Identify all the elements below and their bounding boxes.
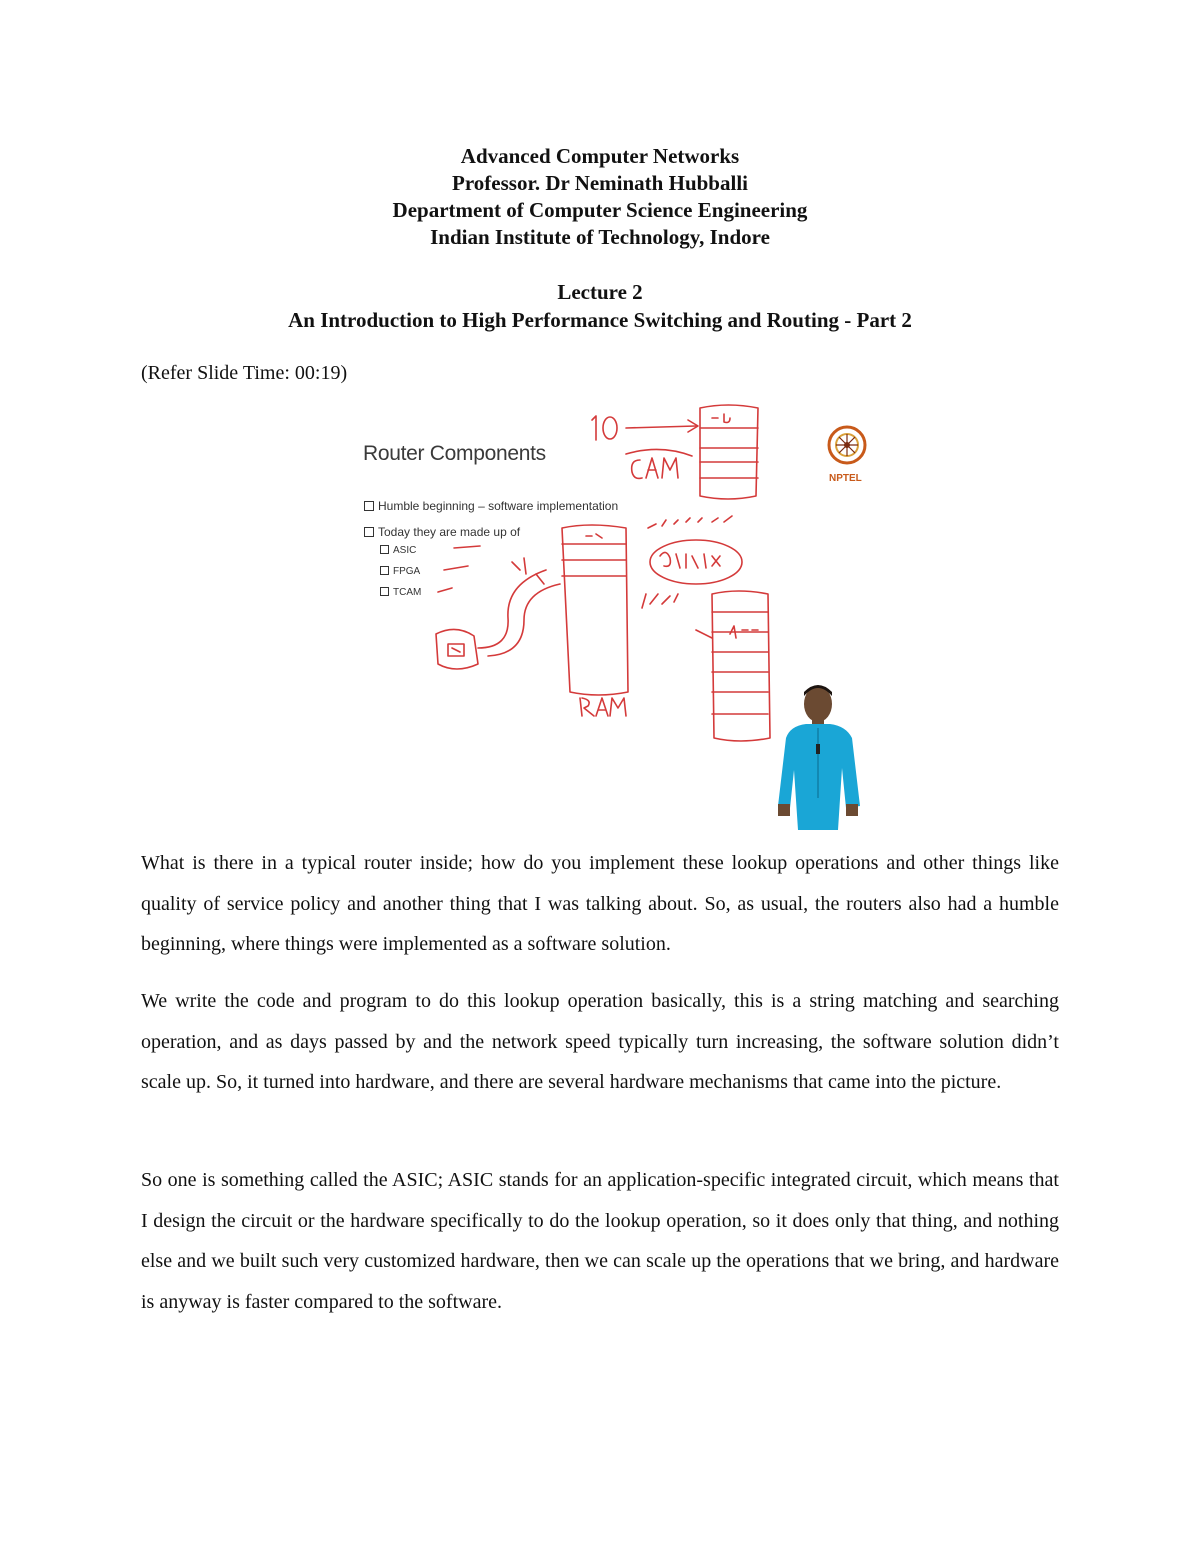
course-title: Advanced Computer Networks — [460, 144, 740, 168]
slide-bullet: Today they are made up of — [364, 525, 520, 539]
lecture-block — [0, 278, 1200, 334]
body-paragraph: So one is something called the ASIC; ASIC stands for an application-specific integrated circuit, which means that I design the circuit or the hardware specifically to do the lookup operation, so it does only that thing, and nothing else and we built such very customized hardware, then we can scale up the operations that we bring, and hardware is anyway is faster compared to the software. — [141, 1169, 1059, 1313]
lecture-number: Lecture 2 — [557, 280, 643, 304]
body-paragraph: We write the code and program to do this lookup operation basically, this is a string matching and searching operation, and as days passed by and the network speed typically turn increasing, the software solution didn’t scale up. So, it turned into hardware, and there are several hardware mechanisms that came into the picture. — [141, 990, 1059, 1093]
slide-title: Router Components — [363, 442, 546, 465]
department-name: Department of Computer Science Engineering — [392, 198, 808, 222]
slide-sub-bullet: ASIC — [380, 545, 416, 556]
professor-name: Professor. Dr Neminath Hubballi — [452, 171, 748, 195]
nptel-logo-text: NPTEL — [829, 473, 862, 484]
body-paragraph: What is there in a typical router inside; how do you implement these lookup operations and other things like quality of service policy and another thing that I was talking about. So, as usual, the routers also had a humble beginning, where things were implemented as a software solution. — [141, 852, 1059, 955]
slide-footnote — [485, 726, 487, 732]
slide-sub-bullet: FPGA — [380, 566, 420, 577]
slide-time-reference: (Refer Slide Time: 00:19) — [141, 362, 348, 384]
pen-annotations — [340, 398, 885, 830]
slide-bullet: Humble beginning – software implementation — [364, 499, 618, 513]
slide-sub-bullet: TCAM — [380, 587, 421, 598]
institute-name: Indian Institute of Technology, Indore — [430, 225, 770, 249]
lecture-title: An Introduction to High Performance Switching and Routing - Part 2 — [288, 308, 912, 332]
document-header — [0, 143, 1200, 251]
slide-image — [340, 398, 885, 830]
